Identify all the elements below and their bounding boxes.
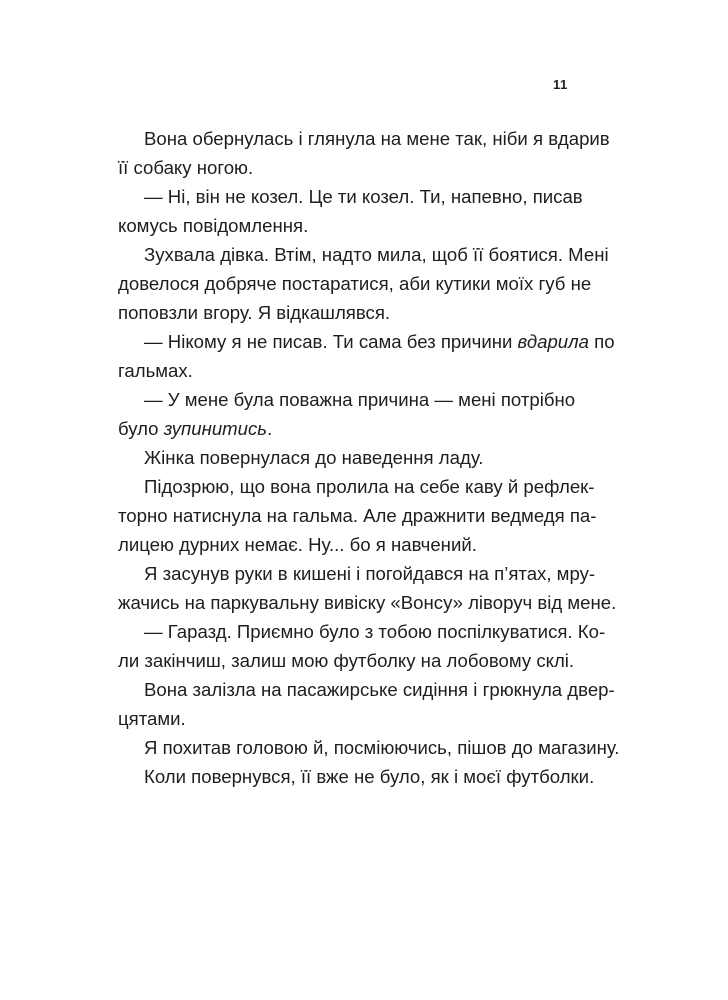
text-line: [118, 443, 573, 472]
text-line: [118, 472, 595, 501]
text-run: Вона залізла на пасажирське сидіння і грюкнула двер-: [144, 679, 615, 700]
text-line: [118, 356, 573, 385]
text-line: [118, 559, 596, 588]
text-run: Жінка повернулася до наведення ладу.: [144, 447, 484, 468]
text-run: поповзли вгору. Я відкашлявся.: [118, 302, 391, 323]
text-line: [118, 530, 573, 559]
text-line: [118, 153, 573, 182]
text-run: її собаку ногою.: [118, 157, 254, 178]
text-run: було: [118, 418, 164, 439]
text-run: Я засунув руки в кишені і погойдався на п’ятах, мру-: [144, 563, 596, 584]
text-run: жачись на паркувальну вивіску «Вонсу» ліворуч від мене.: [118, 592, 617, 613]
text-run: .: [267, 418, 273, 439]
text-line: [118, 617, 606, 646]
text-run: — Ні, він не козел. Це ти козел. Ти, напевно, писав: [144, 186, 583, 207]
text-run: — Нікому я не писав. Ти сама без причини: [144, 331, 518, 352]
text-line: [118, 385, 576, 414]
text-run: ли закінчиш, залиш мою футболку на лобовому склі.: [118, 650, 575, 671]
text-line: [118, 704, 573, 733]
text-run: лицею дурних немає. Ну... бо я навчений.: [118, 534, 477, 555]
text-run: Я похитав головою й, посміюючись, пішов до магазину.: [144, 737, 620, 758]
italic-word: вдарила: [517, 331, 589, 352]
text-line: [118, 211, 573, 240]
text-run: Коли повернувся, її вже не було, як і моєї футболки.: [144, 766, 595, 787]
text-line: [118, 124, 610, 153]
body-text: [118, 124, 620, 791]
text-run: гальмах.: [118, 360, 193, 381]
text-run: довелося добряче постаратися, аби кутики моїх губ не: [118, 273, 592, 294]
text-run: торно натиснула на гальма. Але дражнити ведмедя па-: [118, 505, 597, 526]
text-run: — У мене була поважна причина — мені потрібно: [144, 389, 576, 410]
text-line: [118, 327, 615, 356]
text-line: [118, 588, 617, 617]
text-run: комусь повідомлення.: [118, 215, 309, 236]
text-line: [118, 240, 609, 269]
text-line: [118, 298, 573, 327]
page-number: 11: [553, 77, 568, 92]
text-run: — Гаразд. Приємно було з тобою поспілкуватися. Ко-: [144, 621, 606, 642]
text-run: цятами.: [118, 708, 186, 729]
text-run: Зухвала дівка. Втім, надто мила, щоб її боятися. Мені: [144, 244, 609, 265]
text-line: [118, 675, 615, 704]
text-line: [118, 762, 595, 791]
text-line: [118, 733, 620, 762]
text-line: [118, 646, 573, 675]
text-line: [118, 269, 592, 298]
text-run: по: [588, 331, 615, 352]
text-line: [118, 414, 573, 443]
text-run: Вона обернулась і глянула на мене так, ніби я вдарив: [144, 128, 610, 149]
text-line: [118, 182, 583, 211]
italic-word: зупинитись: [163, 418, 268, 439]
text-run: Підозрюю, що вона пролила на себе каву й рефлек-: [144, 476, 595, 497]
text-line: [118, 501, 597, 530]
